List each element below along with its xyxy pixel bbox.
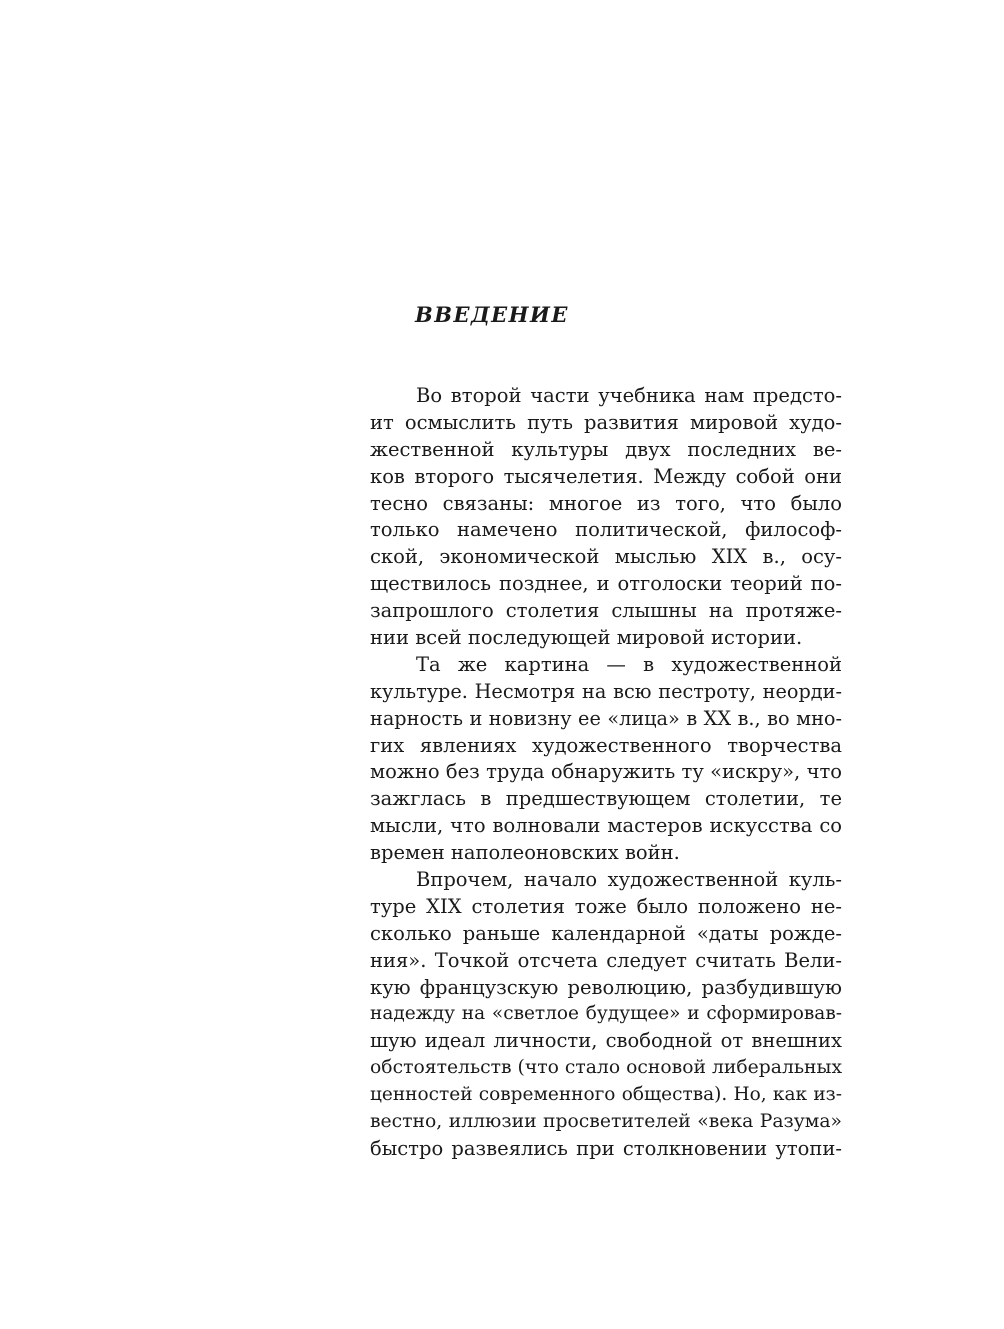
- text-line: тесно связаны: многое из того, что было: [370, 491, 842, 515]
- text-line: жественной культуры двух последних ве-: [370, 437, 842, 461]
- text-line: культуре. Несмотря на всю пестроту, неорди-: [370, 679, 842, 703]
- text-line: Та же картина — в художественной: [416, 652, 842, 676]
- text-line: нарность и новизну ее «лица» в XX в., во мно-: [370, 706, 842, 730]
- text-line: ков второго тысячелетия. Между собой они: [370, 464, 842, 488]
- text-line: ценностей современного общества). Но, как из-: [370, 1084, 842, 1106]
- text-line: гих явлениях художественного творчества: [370, 733, 842, 757]
- chapter-heading: ВВЕДЕНИЕ: [415, 302, 569, 327]
- text-line: только намечено политической, философ-: [370, 518, 842, 542]
- text-line: ния». Точкой отсчета следует считать Вели-: [370, 948, 842, 972]
- text-line: запрошлого столетия слышны на протяже-: [370, 599, 842, 623]
- text-line: сколько раньше календарной «даты рожде-: [370, 921, 842, 945]
- text-line: вестно, иллюзии просветителей «века Разума»: [370, 1111, 842, 1133]
- text-line: шую идеал личности, свободной от внешних: [370, 1029, 842, 1053]
- text-line: туре XIX столетия тоже было положено не-: [370, 894, 842, 918]
- text-line: кую французскую революцию, разбудившую: [370, 975, 842, 999]
- text-line: ществилось позднее, и отголоски теорий по-: [370, 572, 842, 596]
- text-line: можно без труда обнаружить ту «искру», что: [370, 760, 842, 784]
- text-line: Во второй части учебника нам предсто-: [416, 384, 842, 407]
- text-line: мысли, что волновали мастеров искусства со: [370, 814, 842, 838]
- body-text: [370, 383, 842, 1163]
- text-line: зажглась в предшествующем столетии, те: [370, 787, 842, 811]
- text-line: времен наполеоновских войн.: [370, 841, 680, 865]
- text-line: ской, экономической мыслью XIX в., осу-: [370, 545, 842, 569]
- text-line: быстро развеялись при столкновении утопи-: [370, 1136, 842, 1160]
- text-line: ит осмыслить путь развития мировой худо-: [370, 410, 842, 434]
- text-line: Впрочем, начало художественной куль-: [416, 868, 842, 892]
- text-line: надежду на «светлое будущее» и сформировав-: [370, 1003, 842, 1025]
- text-line: нии всей последующей мировой истории.: [370, 626, 803, 650]
- text-line: обстоятельств (что стало основой либеральных: [370, 1057, 843, 1079]
